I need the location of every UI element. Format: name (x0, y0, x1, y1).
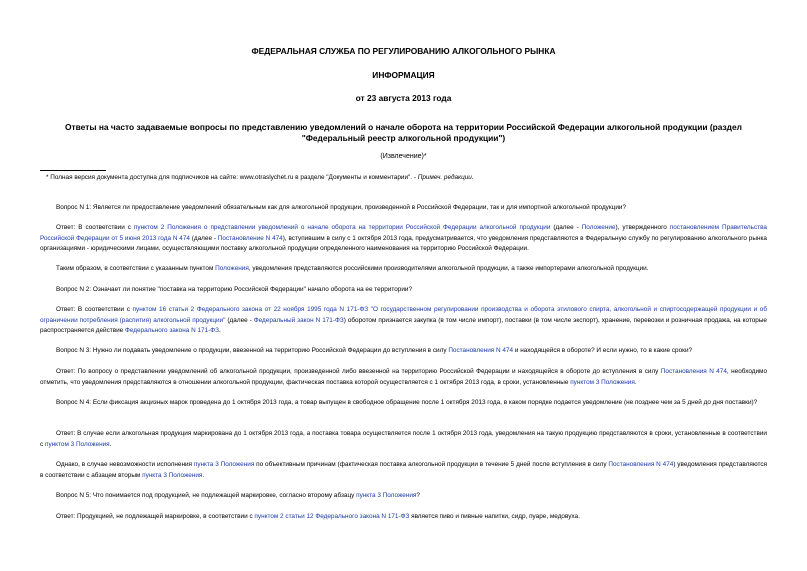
link-polozhenie-p2[interactable]: пунктом 2 Положения о представлении уведомлений о начале оборота на территории Российской Федерации алкогольной продукции (133, 224, 551, 231)
answer-2: Ответ: В соответствии с пунктом 16 статьи 2 Федерального закона от 22 ноября 1995 года N 171-ФЗ "О государственном регулировании производства и оборота этилового спирта, алкогольной и спиртосодержащей продукции и об ограничении потребления (распития) алкогольной продукции" (далее - Федеральный закон N 171-ФЗ) оборотом признается закупка (в том числе импорт), поставки (в том числе экспорт), хранение, перевозки и розничная продажа, на которые распространяется действие Федерального закона N 171-ФЗ. (40, 306, 767, 335)
link-punkt-3-a4b-2[interactable]: пункта 3 Положения (142, 471, 203, 479)
answer-4-continued: Однако, в случае невозможности исполнения пункта 3 Положения по объективным причинам (фактическая поставка алкогольной продукции в течение 5 дней после вступления в силу Постановления N 474) уведомления представляются в соответствии с абзацем вторым пункта 3 Положения. (40, 461, 767, 479)
footnote-text: * Полная версия документа доступна для подписчиков на сайте: www.otraslychet.ru в разделе "Документы и комментарии". - (46, 174, 418, 181)
link-punkt-3-a4b[interactable]: пункта 3 Положения (193, 461, 255, 468)
answer-1: Ответ: В соответствии с пунктом 2 Положения о представлении уведомлений о начале оборота на территории Российской Федерации алкогольной продукции (далее - Положение), утвержденного постановлением Правительства Российской Федерации от 5 июня 2013 года N 474 (далее - Постановление N 474), вступившим в силу с 1 октября 2013 года, предусматривается, что уведомления представляются в Федеральную службу по регулированию алкогольного рынка организациями - юридическими лицами, осуществляющими поставку алкогольной продукции определенного наименования на территорию Российской Федерации. (40, 224, 767, 253)
answer-4: Ответ: В случае если алкогольная продукция маркирована до 1 октября 2013 года, а поставка товара осуществляется после 1 октября 2013 года, уведомления на такую продукцию представляются в сроки, установленные в соответствии с пунктом 3 Положения. (40, 430, 767, 448)
question-3: Вопрос N 3: Нужно ли подавать уведомление о продукции, ввезенной на территорию Российской Федерации до вступления в силу Постановления N 474 и находящейся в обороте? И если нужно, то в какие сроки? (56, 347, 693, 354)
answer-1-continued: Таким образом, в соответствии с указанным пунктом Положения, уведомления представляются российскими производителями алкогольной продукции, а также импортерами алкогольной продукции. (56, 265, 649, 272)
extract-note: (Извлечение)* (380, 153, 427, 160)
document-type-heading: ИНФОРМАЦИЯ (372, 70, 435, 80)
link-punkt-3-a4[interactable]: пунктом 3 Положения (44, 440, 110, 448)
link-171-fz-article-12[interactable]: пунктом 2 статьи 12 Федерального закона N 171-ФЗ (254, 513, 410, 520)
document-date: от 23 августа 2013 года (355, 93, 452, 103)
link-postanovlenie-474[interactable]: Постановление N 474 (217, 234, 283, 242)
question-1: Вопрос N 1: Является ли предоставление уведомлений обязательным как для алкогольной продукции, произведенной в Российской Федерации, так и для импортной алкогольной продукции? (56, 204, 627, 211)
link-postanovlenie-474-q3[interactable]: Постановления N 474 (448, 347, 514, 354)
answer-3: Ответ: По вопросу о представлении уведомлений об алкогольной продукции, произведенной либо ввезенной на территорию Российской Федерации и находящейся в обороте до вступления в силу Постановления N 474, необходимо отметить, что уведомления представляются в отношении алкогольной продукции, фактическая поставка которой осуществляется с 1 октября 2013 года, в сроки, установленные пунктом 3 Положения. (40, 368, 768, 386)
footnote (46, 173, 474, 183)
link-171-fz[interactable]: Федеральный закон N 171-ФЗ (253, 316, 344, 324)
link-punkt-3-q5[interactable]: пункта 3 Положения (356, 492, 417, 499)
document-title (40, 122, 767, 144)
answer-5: Ответ: Продукцией, не подлежащей маркировке, в соответствии с пунктом 2 статьи 12 Федерального закона N 171-ФЗ является пиво и пивные напитки, сидр, пуаре, медовуха. (56, 513, 580, 520)
footnote-divider (40, 170, 106, 171)
link-polozhenie[interactable]: Положение (581, 224, 616, 231)
link-postanovlenie-474-a4b[interactable]: Постановления N 474 (608, 461, 674, 468)
link-punkt-3-a3[interactable]: пунктом 3 Положения (570, 378, 635, 386)
agency-heading: ФЕДЕРАЛЬНАЯ СЛУЖБА ПО РЕГУЛИРОВАНИЮ АЛКОГОЛЬНОГО РЫНКА (251, 46, 556, 56)
title-line-1: Ответы на часто задаваемые вопросы по представлению уведомлений о начале оборота на территории Российской Федерации алкогольной продукции (раздел (65, 122, 742, 132)
link-polozhenie-2[interactable]: Положения (215, 265, 249, 272)
question-5: Вопрос N 5: Что понимается под продукцией, не подлежащей маркировке, согласно второму абзацу пункта 3 Положения? (56, 492, 420, 499)
link-171-fz-2[interactable]: Федерального закона N 171-ФЗ (125, 327, 219, 335)
footnote-editor-note: Примеч. редакции. (417, 174, 474, 181)
title-line-2: "Федеральный реестр алкогольной продукции") (301, 133, 506, 143)
link-171-fz-article-2[interactable]: пунктом 16 статьи 2 Федерального закона от 22 ноября 1995 года N 171-ФЗ "О государственном регулировании производства и оборота этилового спирта, алкогольной и спиртосодержащей продукции и об ограничении потребления (распития) алкогольной продукции" (40, 306, 767, 324)
link-postanovlenie-474-full[interactable]: постановлением Правительства Российской Федерации от 5 июня 2013 года N 474 (40, 224, 767, 242)
question-4: Вопрос N 4: Если фиксация акцизных марок проведена до 1 октября 2013 года, а товар выпущен в свободное обращение после 1 октября 2013 года, в каком порядке подается уведомление (не позднее чем за 5 дней до дня поставки)? (56, 399, 758, 406)
link-postanovlenie-474-a3[interactable]: Постановления N 474 (660, 368, 727, 375)
question-2: Вопрос N 2: Означает ли понятие "поставка на территорию Российской Федерации" начало оборота на ее территории? (56, 286, 413, 293)
